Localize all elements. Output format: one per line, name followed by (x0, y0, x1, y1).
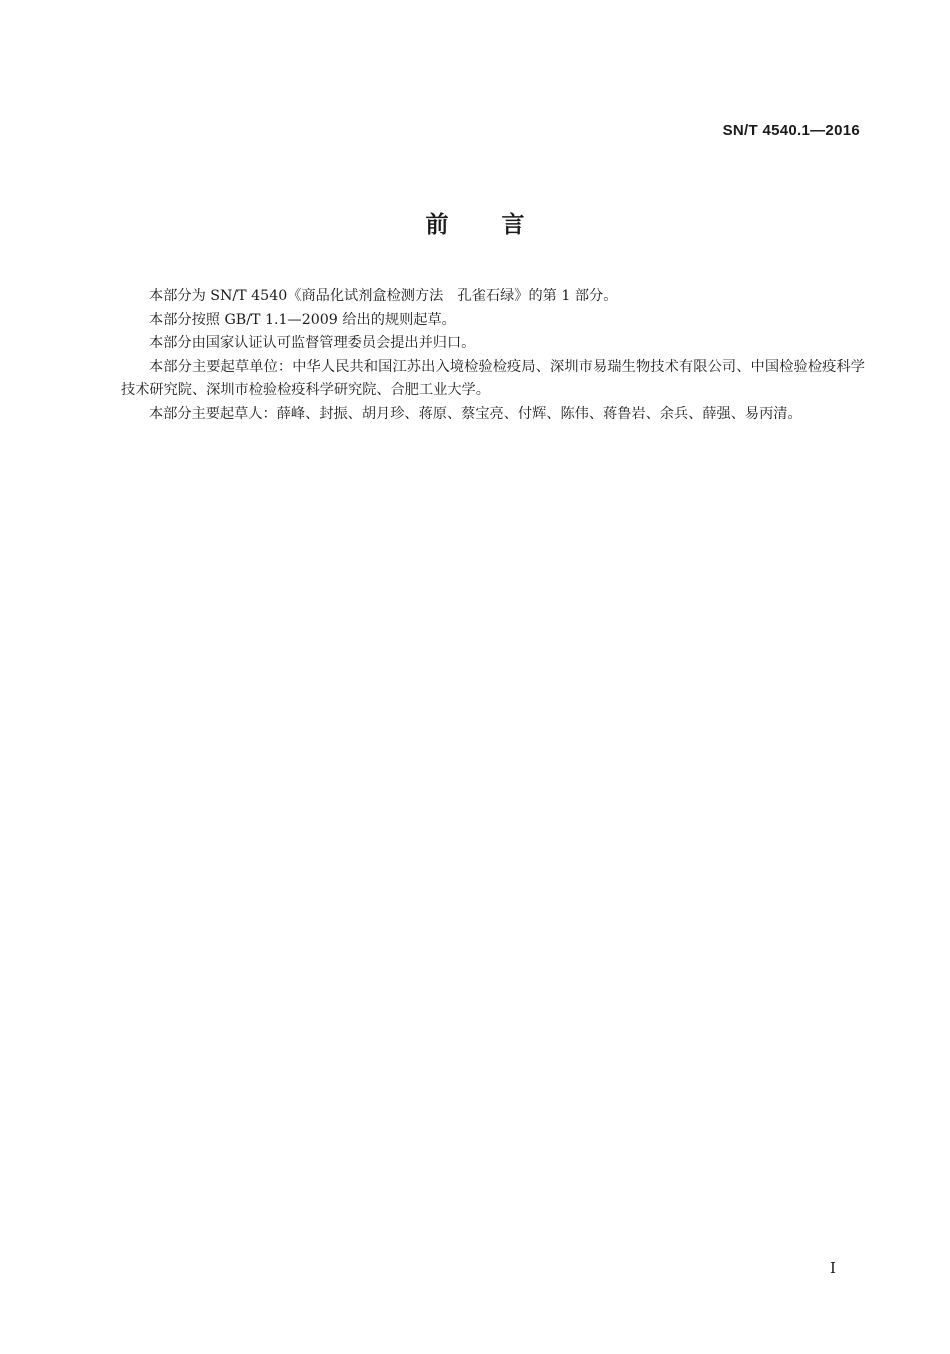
document-number: SN/T 4540.1—2016 (722, 122, 860, 139)
paragraph-drafters: 本部分主要起草人：薛峰、封振、胡月珍、蒋原、蔡宝亮、付辉、陈伟、蒋鲁岩、余兵、薛强、易丙清。 (149, 405, 802, 422)
foreword-body (121, 285, 865, 427)
paragraph-proposer: 本部分由国家认证认可监督管理委员会提出并归口。 (149, 335, 476, 352)
paragraph-drafting-units: 本部分主要起草单位：中华人民共和国江苏出入境检验检疫局、深圳市易瑞生物技术有限公司、中国检验检疫科学技术研究院、深圳市检验检疫科学研究院、合肥工业大学。 (121, 358, 865, 399)
paragraph-drafting-rules: 本部分按照 GB/T 1.1—2009 给出的规则起草。 (149, 311, 456, 328)
paragraph-scope: 本部分为 SN/T 4540《商品化试剂盒检测方法 孔雀石绿》的第 1 部分。 (149, 288, 618, 304)
page-number: I (830, 1259, 836, 1277)
page-title: 前言 (425, 212, 578, 238)
